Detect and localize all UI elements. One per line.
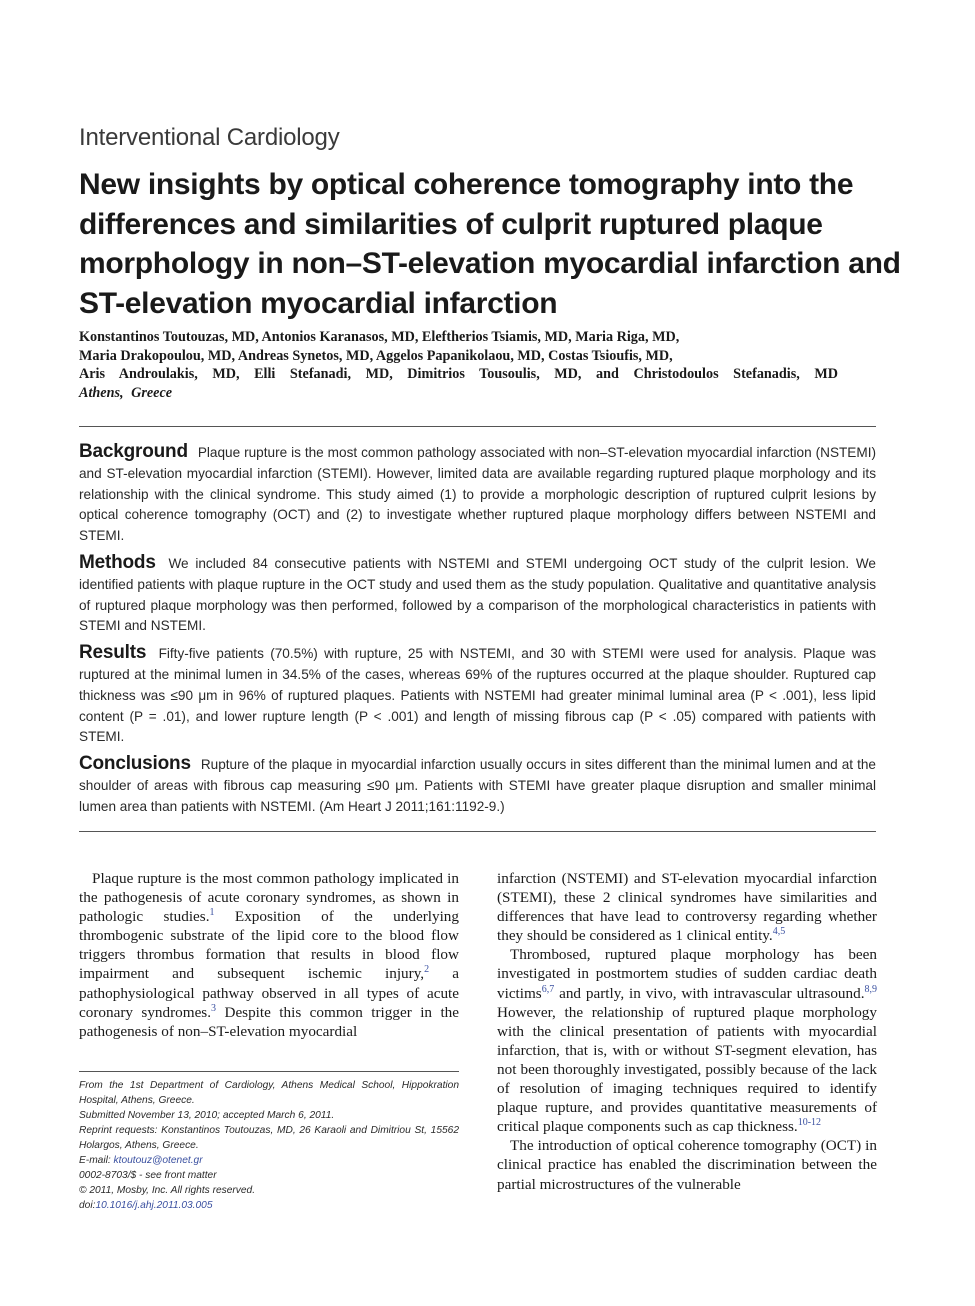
background-heading: Background [79,441,188,462]
footnote-reprint: Reprint requests: Konstantinos Toutouzas, MD, 26 Karaoli and Dimitriou St, 15562 Holargos, Athens, Greece. [79,1125,459,1151]
footnote-issn: 0002-8703/$ - see front matter [79,1170,217,1181]
abstract-methods [79,553,876,637]
article-title: New insights by optical coherence tomography into the differences and similarities of culprit ruptured plaque morphology in non–ST-elevation myocardial infarction and ST-elevation myocardial infarction [79,168,901,320]
reference-link[interactable]: 3 [211,1002,217,1014]
body-column-right [497,869,877,1194]
footnote-rule [79,1071,459,1072]
footnote-copyright: © 2011, Mosby, Inc. All rights reserved. [79,1185,256,1196]
body-text: Thrombosed, ruptured plaque morphology has been investigated in postmortem studies of sudden cardiac death victims [497,946,877,1002]
doi-link[interactable]: 10.1016/j.ahj.2011.03.005 [95,1200,213,1211]
footnote-doi [79,1198,459,1213]
body-text: However, the relationship of ruptured plaque morphology with the clinical presentation of patients with myocardial infarction, that is, with or without ST-segment elevation, has not been thoroughly investigated, possibly because of the lack of resolution of imaging techniques required to identify plaque rupture, and provides quantitative measurements of critical plaque components such as cap thickness. [497,1003,877,1136]
body-paragraph [79,869,459,1041]
abstract-bottom-rule [79,831,876,832]
author-list [79,328,879,402]
footnotes [79,1078,459,1213]
methods-text: We included 84 consecutive patients with NSTEMI and STEMI undergoing OCT study of the culprit lesion. We identified patients with plaque rupture in the OCT study and used them as the study population. Qualitative and quantitative analysis of ruptured plaque morphology was then performed, followed by a comparison of the morphological characteristics in patients with STEMI and NSTEMI. [79,555,876,634]
footnote-affiliation: From the 1st Department of Cardiology, Athens Medical School, Hippokration Hospital, Athens, Greece. [79,1080,459,1106]
abstract-results [79,643,876,748]
footnote-submitted: Submitted November 13, 2010; accepted March 6, 2011. [79,1110,335,1121]
abstract-background [79,442,876,547]
body-text: Despite this common trigger in the pathogenesis of non–ST-elevation myocardial [79,1003,460,1040]
footnote-email [79,1153,459,1168]
reference-link[interactable]: 2 [424,964,430,976]
reference-link[interactable]: 4,5 [772,926,786,938]
abstract [79,442,876,824]
authors-line-3: Aris Androulakis, MD, Elli Stefanadi, MD, Dimitrios Tousoulis, MD, and Christodoulos Stefanadis, MD [79,366,838,382]
authors-line-2: Maria Drakopoulou, MD, Andreas Synetos, MD, Aggelos Papanikolaou, MD, Costas Tsioufis, MD, [79,347,673,364]
conclusions-text: Rupture of the plaque in myocardial infarction usually occurs in sites different than the minimal lumen and at the shoulder of areas with fibrous cap measuring ≤90 μm. Patients with STEMI have greater plaque disruption and smaller minimal lumen area than patients with NSTEMI. (Am Heart J 2011;161:1192-9.) [79,757,876,814]
conclusions-heading: Conclusions [79,753,191,775]
reference-link[interactable]: 6,7 [541,983,555,995]
body-text: Exposition of the underlying thrombogenic substrate of the lipid core to the blood flow triggers thrombus formation that results in blood flow impairment and subsequent ischemic injury, [79,908,459,983]
doi-label: doi: [79,1200,96,1211]
body-text: infarction (NSTEMI) and ST-elevation myocardial infarction (STEMI), these 2 clinical syndromes have similarities and differences that have lead to controversy regarding whether they should be considered as 1 clinical entity. [497,870,877,945]
body-text: and partly, in vivo, with intravascular ultrasound. [554,984,865,1002]
methods-heading: Methods [79,551,156,573]
results-heading: Results [79,642,147,664]
abstract-conclusions [79,754,876,817]
reference-link[interactable]: 10-12 [797,1117,822,1129]
body-paragraph [497,945,877,1136]
abstract-top-rule [79,426,876,427]
results-text: Fifty-five patients (70.5%) with rupture, 25 with NSTEMI, and 30 with STEMI were used for analysis. Plaque was ruptured at the minimal lumen in 34.5% of the cases, whereas 69% of the ruptures occurred at the plaque shoulder. Ruptured cap thickness was ≤90 μm in 96% of ruptured plaques. Patients with NSTEMI had greater minimal luminal area (P < .001), less lipid content (P = .01), and lower rupture length (P < .001) and length of missing fibrous cap (P < .05) compared with patients with STEMI. [79,646,876,745]
body-text: a pathophysiological pathway observed in all types of acute coronary syndromes. [79,965,460,1021]
body-paragraph [497,869,877,945]
affiliation: Athens, Greece [79,384,173,401]
authors-line-1: Konstantinos Toutouzas, MD, Antonios Karanasos, MD, Eleftherios Tsiamis, MD, Maria Riga, MD, [79,329,680,345]
reference-link[interactable]: 8,9 [864,983,877,995]
body-text: Plaque rupture is the most common pathology implicated in the pathogenesis of acute coronary syndromes, as shown in pathologic studies. [79,870,459,926]
email-label: E-mail: [79,1155,114,1166]
reference-link[interactable]: 1 [209,907,215,919]
email-link[interactable]: ktoutouz@otenet.gr [113,1155,203,1166]
background-text: Plaque rupture is the most common pathology associated with non–ST-elevation myocardial infarction (NSTEMI) and ST-elevation myocardial infarction (STEMI). However, limited data are available regarding ruptured plaque morphology and its relationship with the clinical syndrome. This study aimed (1) to provide a morphologic description of ruptured culprit lesions by optical coherence tomography (OCT) and (2) to investigate whether ruptured plaque morphology differs between NSTEMI and STEMI. [79,445,877,544]
section-label: Interventional Cardiology [79,124,340,151]
body-column-left [79,869,459,1041]
body-paragraph: The introduction of optical coherence tomography (OCT) in clinical practice has enabled the discrimination between the partial microstructures of the vulnerable [497,1137,877,1193]
